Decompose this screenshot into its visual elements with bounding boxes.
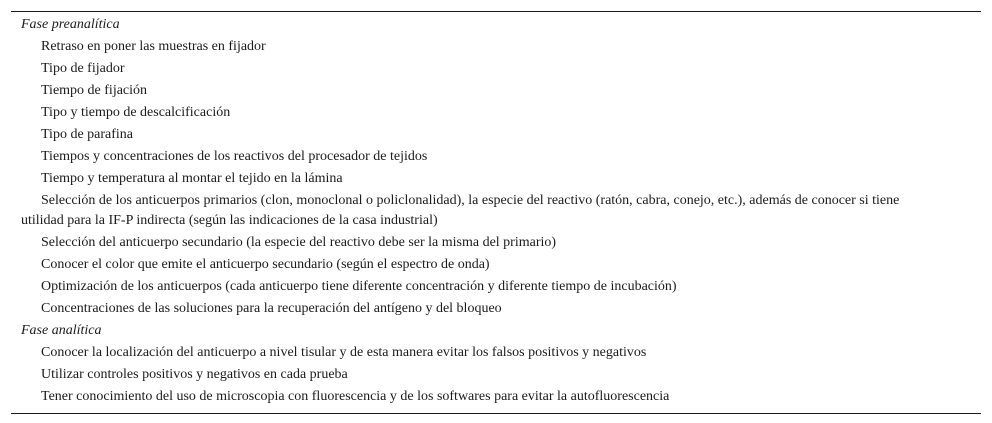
list-item: Tiempo de fijación: [41, 83, 148, 98]
list-item: Tener conocimiento del uso de microscopia con fluorescencia y de los softwares para evitar la autofluorescencia: [41, 389, 670, 404]
section-title: Fase preanalítica: [21, 17, 120, 32]
list-item: Conocer la localización del anticuerpo a nivel tisular y de esta manera evitar los falsos positivos y negativos: [41, 345, 647, 360]
section-title: Fase analítica: [21, 323, 102, 338]
section-preanalytical: [11, 14, 981, 320]
list-item: Tipo y tiempo de descalcificación: [41, 105, 231, 120]
list-item: Tipo de parafina: [41, 127, 134, 142]
list-item: Retraso en poner las muestras en fijador: [41, 39, 266, 54]
list-item: Conocer el color que emite el anticuerpo secundario (según el espectro de onda): [41, 257, 490, 272]
list-item: Tiempo y temperatura al montar el tejido en la lámina: [41, 171, 343, 186]
section-analytical: [11, 320, 981, 408]
list-item: [11, 190, 981, 232]
list-item-text: Selección de los anticuerpos primarios (clon, monoclonal o policlonalidad), la especie del reactivo (ratón, cabra, conejo, etc.), además de conocer si tiene utilidad para la IF-P indirecta (según las indicaciones de la casa industrial): [21, 193, 900, 228]
list-item: Utilizar controles positivos y negativos en cada prueba: [41, 367, 348, 382]
list-item: Selección del anticuerpo secundario (la especie del reactivo debe ser la misma del primario): [41, 235, 557, 250]
list-item: Concentraciones de las soluciones para la recuperación del antígeno y del bloqueo: [41, 301, 502, 316]
list-item: Tiempos y concentraciones de los reactivos del procesador de tejidos: [41, 149, 428, 164]
checklist-table: [11, 11, 981, 414]
list-item: Optimización de los anticuerpos (cada anticuerpo tiene diferente concentración y diferente tiempo de incubación): [41, 279, 677, 294]
list-item: Tipo de fijador: [41, 61, 125, 76]
